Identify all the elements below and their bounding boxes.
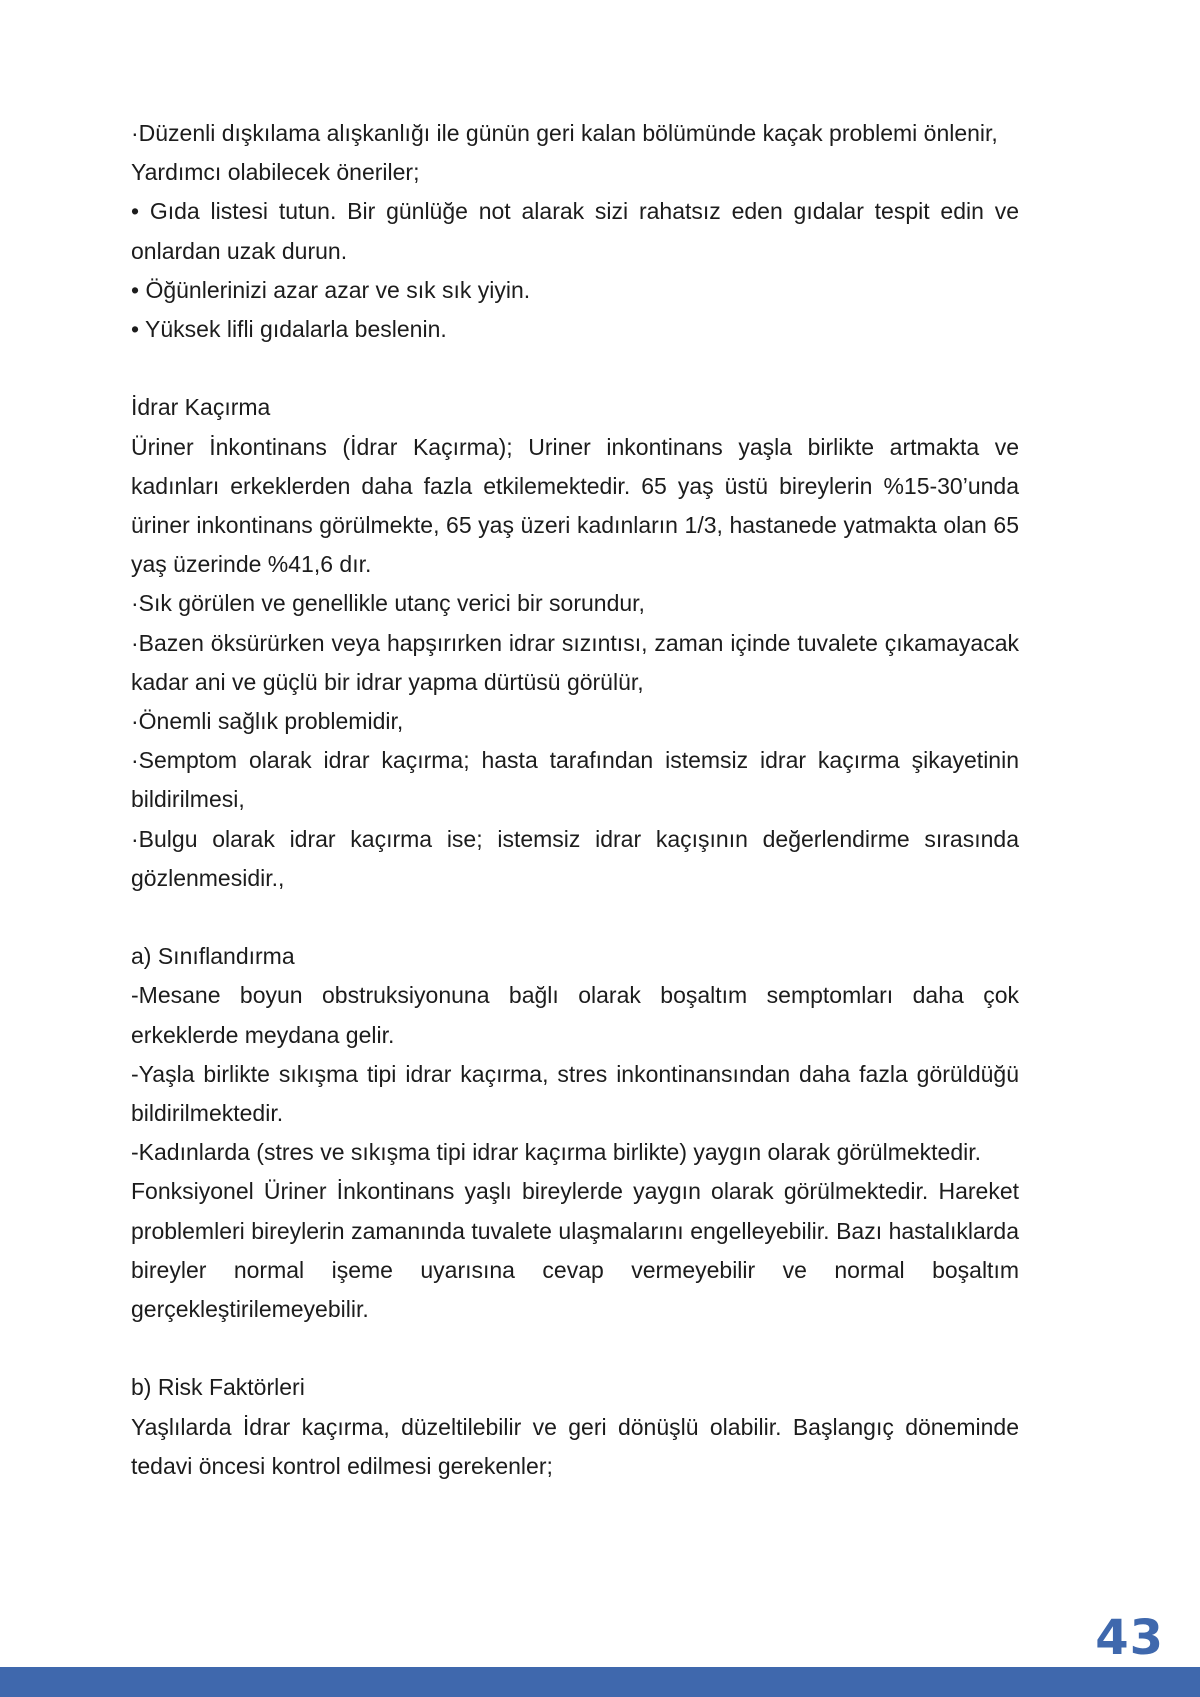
- list-item: ·Bazen öksürürken veya hapşırırken idrar sızıntısı, zaman içinde tuvalete çıkamayacak kadar ani ve güçlü bir idrar yapma dürtüsü görülür,: [131, 629, 1019, 695]
- list-item: ·Sık görülen ve genellikle utanç verici bir sorundur,: [131, 590, 645, 617]
- paragraph: Yardımcı olabilecek öneriler;: [131, 159, 420, 186]
- list-item: -Kadınlarda (stres ve sıkışma tipi idrar kaçırma birlikte) yaygın olarak görülmektedir.: [131, 1139, 982, 1166]
- spacer: [131, 898, 1019, 937]
- spacer: [131, 349, 1019, 388]
- page-number: 43: [1095, 1610, 1164, 1666]
- list-item: • Öğünlerinizi azar azar ve sık sık yiyin.: [131, 276, 531, 303]
- list-item: ·Bulgu olarak idrar kaçırma ise; istemsiz idrar kaçışının değerlendirme sırasında gözlenmesidir.,: [131, 825, 1019, 891]
- section-heading: İdrar Kaçırma: [131, 394, 271, 421]
- page-body: [131, 114, 1019, 1486]
- list-item: -Yaşla birlikte sıkışma tipi idrar kaçırma, stres inkontinansından daha fazla görüldüğü bildirilmektedir.: [131, 1060, 1019, 1127]
- footer-bar: [0, 1667, 1200, 1697]
- section-heading: a) Sınıflandırma: [131, 943, 295, 970]
- paragraph: Fonksiyonel Üriner İnkontinans yaşlı bireylerde yaygın olarak görülmektedir. Hareket problemleri bireylerin zamanında tuvalete ulaşmalarını engelleyebilir. Bazı hastalıklarda bireyler normal işeme uyarısına cevap vermeyebilir ve normal boşaltım gerçekleştirilemeyebilir.: [131, 1178, 1019, 1323]
- paragraph: Yaşlılarda İdrar kaçırma, düzeltilebilir ve geri dönüşlü olabilir. Başlangıç döneminde tedavi öncesi kontrol edilmesi gerekenler;: [131, 1413, 1019, 1479]
- list-item: • Yüksek lifli gıdalarla beslenin.: [131, 316, 447, 343]
- list-item: ·Önemli sağlık problemidir,: [131, 708, 404, 735]
- section-heading: b) Risk Faktörleri: [131, 1374, 305, 1401]
- list-item: ·Semptom olarak idrar kaçırma; hasta tarafından istemsiz idrar kaçırma şikayetinin bildirilmesi,: [131, 747, 1019, 813]
- list-item: • Gıda listesi tutun. Bir günlüğe not alarak sizi rahatsız eden gıdalar tespit edin ve onlardan uzak durun.: [131, 198, 1019, 264]
- list-item: -Mesane boyun obstruksiyonuna bağlı olarak boşaltım semptomları daha çok erkeklerde meydana gelir.: [131, 982, 1019, 1048]
- paragraph: Üriner İnkontinans (İdrar Kaçırma); Uriner inkontinans yaşla birlikte artmakta ve kadınları erkeklerden daha fazla etkilemektedir. 65 yaş üstü bireylerin %15-30’unda üriner inkontinans görülmekte, 65 yaş üzeri kadınların 1/3, hastanede yatmakta olan 65 yaş üzerinde %41,6 dır.: [131, 433, 1019, 578]
- paragraph: ·Düzenli dışkılama alışkanlığı ile günün geri kalan bölümünde kaçak problemi önlenir,: [131, 120, 998, 146]
- spacer: [131, 1329, 1019, 1368]
